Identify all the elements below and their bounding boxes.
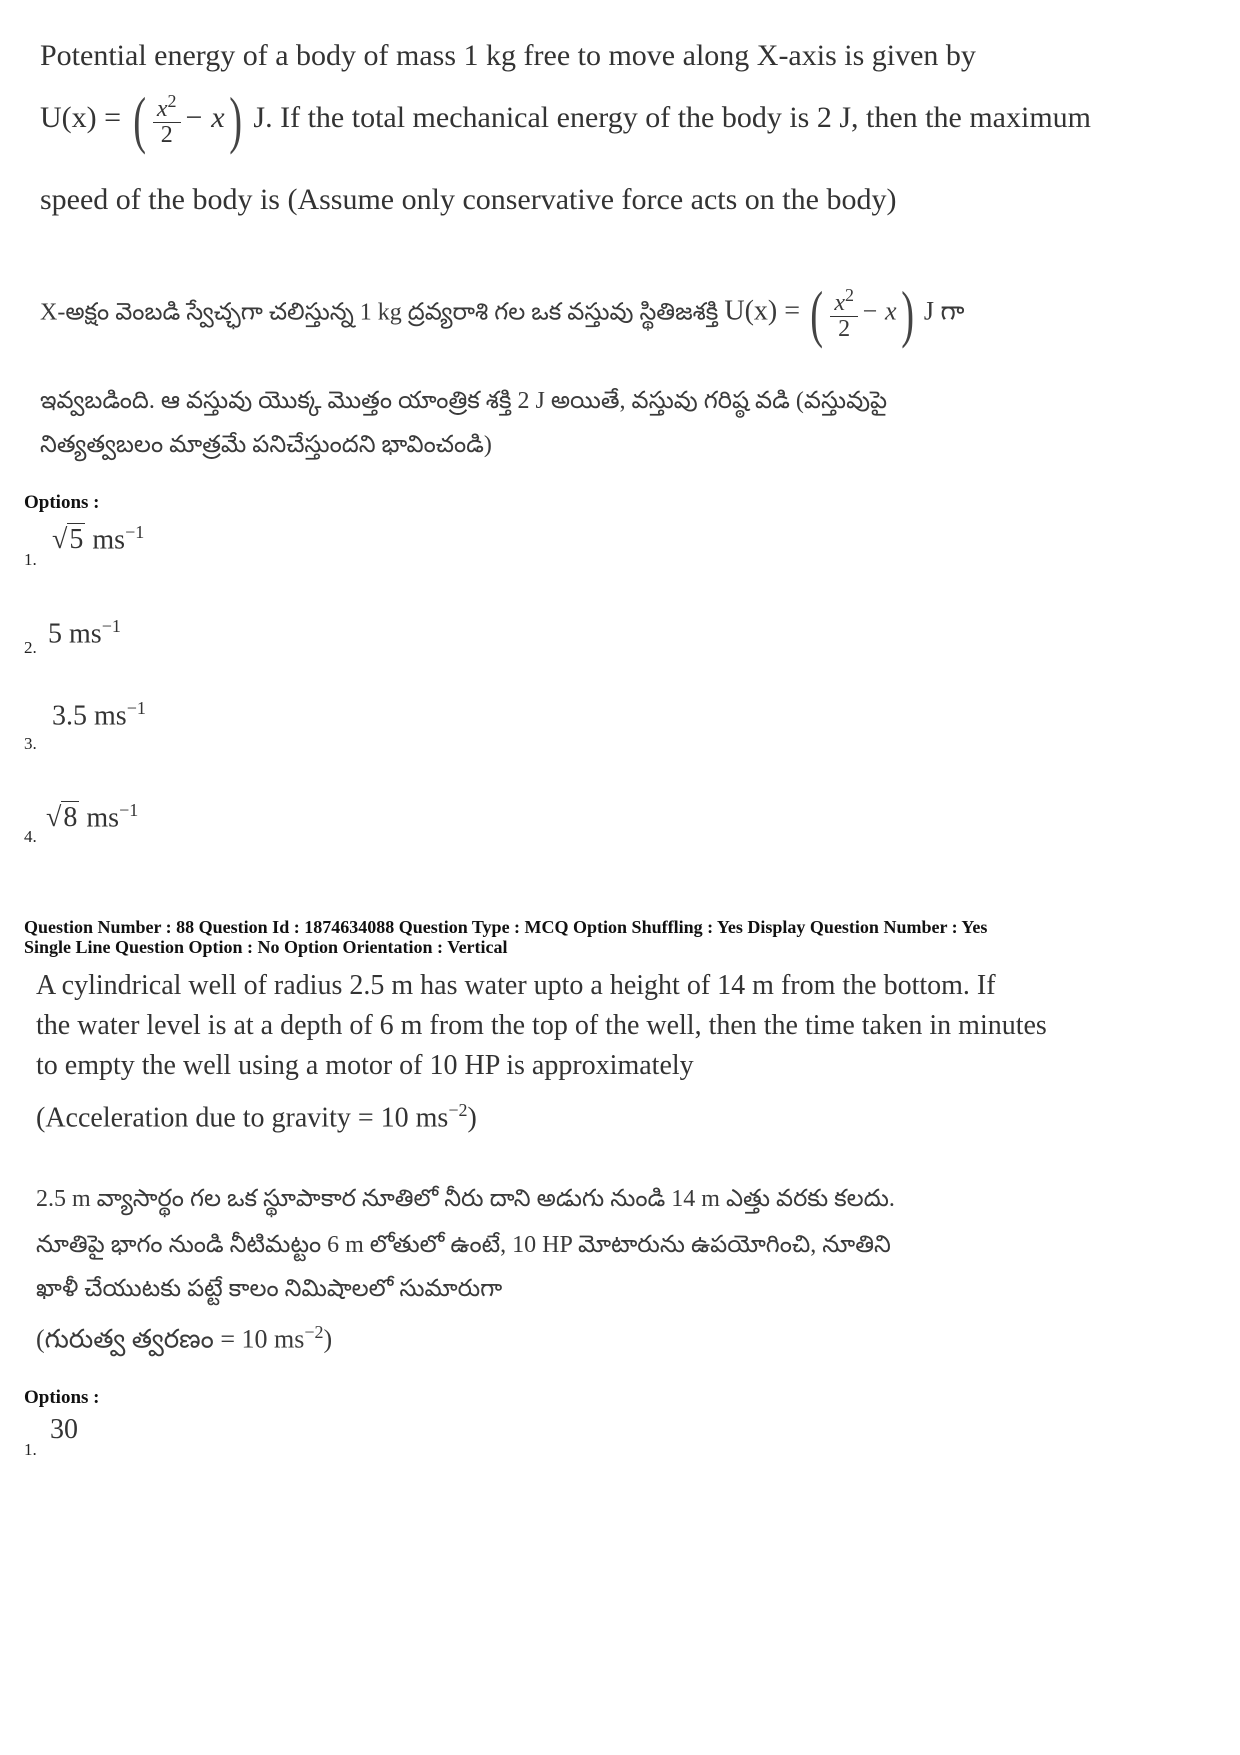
q87-en-line2-text: J. If the total mechanical energy of the body is 2 J, then the maximum <box>253 100 1091 134</box>
q88-te-line4: (గురుత్వ త్వరణం = 10 $ms^{-2}$) <box>36 1322 333 1354</box>
q88-en-line4: (Acceleration due to gravity = 10 $ms^{-2}$) <box>36 1100 477 1134</box>
q87-te-fraction: $\frac{x^2}{2}$ <box>830 286 858 342</box>
right-paren-icon: ) <box>900 278 914 349</box>
option-value: √8 $ms^{-1}$ <box>46 800 139 834</box>
q87-te-line3: నిత్యత్వబలం మాత్రమే పనిచేస్తుందని భావించండి) <box>40 432 492 458</box>
q87-en-minus-x: − x <box>183 100 225 134</box>
q87-en-line1: Potential energy of a body of mass 1 kg free to move along X-axis is given by <box>40 39 976 72</box>
option-number: 1. <box>24 550 37 569</box>
q88-options-label: Options : <box>24 1387 100 1408</box>
option-number: 2. <box>24 638 37 657</box>
q87-te-line2: ఇవ్వబడింది. ఆ వస్తువు యొక్క మొత్తం యాంత్రిక శక్తి 2 J అయితే, వస్తువు గరిష్ఠ వడి (వస్తువుపై <box>40 388 888 414</box>
q88-en-line2: the water level is at a depth of 6 m from the top of the well, then the time taken in minutes <box>36 1010 1047 1041</box>
option-number: 1. <box>24 1440 37 1459</box>
q87-en-potential-lhs: U(x) = <box>40 100 122 134</box>
q87-te-line1: X-అక్షం వెంబడి స్వేచ్ఛగా చలిస్తున్న 1 kg ద్రవ్యరాశి గల ఒక వస్తువు స్థితిజశక్తి U(x) = ( $\frac{x^2}{2}$ − x) J గా <box>40 278 965 349</box>
left-paren-icon: ( <box>132 84 146 155</box>
option-number: 4. <box>24 827 37 846</box>
q87-en-fraction: $\frac{x^2}{2}$ <box>153 92 181 148</box>
option-value: 5 $ms^{-1}$ <box>48 616 121 650</box>
q87-te-potential-lhs: U(x) = <box>724 295 801 327</box>
q88-meta-line1: Question Number : 88 Question Id : 1874634088 Question Type : MCQ Option Shuffling : Yes Display Question Number : Yes <box>24 917 988 937</box>
q88-te-line1: 2.5 m వ్యాసార్థం గల ఒక స్థూపాకార నూతిలో నీరు దాని అడుగు నుండి 14 m ఎత్తు వరకు కలదు. <box>36 1186 895 1212</box>
q88-meta-line2: Single Line Question Option : No Option Orientation : Vertical <box>24 937 508 957</box>
option-value: √5 $ms^{-1}$ <box>52 522 145 556</box>
sqrt-icon: √8 <box>46 802 78 834</box>
right-paren-icon: ) <box>228 84 242 155</box>
q88-en-line1: A cylindrical well of radius 2.5 m has water upto a height of 14 m from the bottom. If <box>36 970 996 1001</box>
q88-te-line2: నూతిపై భాగం నుండి నీటిమట్టం 6 m లోతులో ఉంటే, 10 HP మోటారును ఉపయోగించి, నూతిని <box>36 1232 891 1258</box>
left-paren-icon: ( <box>810 278 824 349</box>
q87-en-line3: speed of the body is (Assume only conservative force acts on the body) <box>40 183 897 216</box>
sqrt-icon: √5 <box>52 524 84 556</box>
q88-en-line3: to empty the well using a motor of 10 HP is approximately <box>36 1050 694 1081</box>
q87-options-label: Options : <box>24 492 100 513</box>
q88-te-line3: ఖాళీ చేయుటకు పట్టే కాలం నిమిషాలలో సుమారుగా <box>36 1276 503 1302</box>
q87-en-line2 <box>40 84 1091 155</box>
q87-te-minus-x: − x <box>860 296 897 326</box>
option-value: 3.5 $ms^{-1}$ <box>52 698 146 732</box>
option-value: 30 <box>50 1414 78 1445</box>
option-number: 3. <box>24 734 37 753</box>
